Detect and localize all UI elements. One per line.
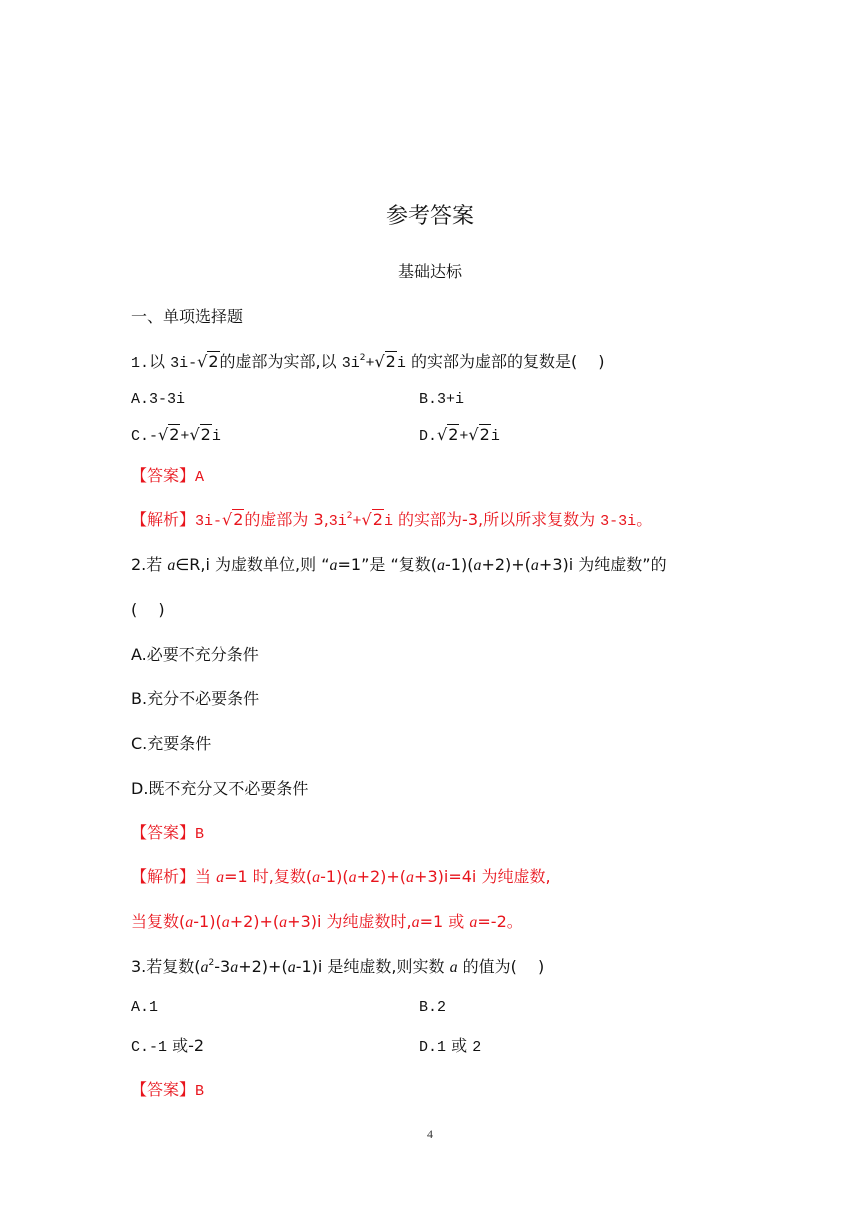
q2-option-a: A.必要不充分条件 bbox=[131, 645, 259, 664]
q3-option-c: C.-1 或-2 bbox=[131, 1036, 205, 1056]
q3-answer: 【答案】B bbox=[131, 1080, 205, 1100]
q2-option-d: D.既不充分又不必要条件 bbox=[131, 779, 309, 798]
q2-option-c: C.充要条件 bbox=[131, 734, 212, 753]
q1-option-c: C.-√2+√2i bbox=[131, 425, 221, 445]
q1-option-b: B.3+i bbox=[419, 391, 465, 408]
sqrt-2: √2 bbox=[374, 352, 396, 371]
q3-option-b: B.2 bbox=[419, 999, 447, 1016]
page-title: 参考答案 bbox=[385, 204, 474, 229]
q1-option-d: D.√2+√2i bbox=[419, 425, 500, 445]
q1-explanation: 【解析】3i-√2的虚部为 $3,3i^2+√2i$ 的实部为-3,所以所求复数为 3-3i。 bbox=[131, 510, 653, 530]
question-2: 2.若 a∈R,i 为虚数单位,则 “a=1”是 “复数(a-1)(a+2)+(a+3)i 为纯虚数”的 bbox=[131, 555, 667, 574]
q3-option-d: D.1 或 2 bbox=[419, 1036, 482, 1056]
section-heading: 一、单项选择题 bbox=[131, 307, 244, 326]
q2-explanation-line2: 当复数(a-1)(a+2)+(a+3)i 为纯虚数时,a=1 或 a=-2。 bbox=[131, 912, 523, 931]
page-subtitle: 基础达标 bbox=[397, 262, 462, 281]
q3-option-a: A.1 bbox=[131, 999, 159, 1016]
question-1: 1.以 3i-√2的虚部为实部,以 $3i^2+√2i$ 的实部为虚部的复数是( ) bbox=[131, 352, 605, 372]
question-3: 3.若复数$(a^2-3a+2)+(a-1)i$ 是纯虚数,则实数 a 的值为( ) bbox=[131, 957, 545, 976]
q2-option-b: B.充分不必要条件 bbox=[131, 689, 260, 708]
q2-explanation-line1: 【解析】当 a=1 时,复数(a-1)(a+2)+(a+3)i=4i 为纯虚数, bbox=[131, 867, 551, 886]
q1-option-a: A.3-3i bbox=[131, 391, 186, 408]
q2-answer: 【答案】B bbox=[131, 823, 205, 843]
q1-answer: 【答案】A bbox=[131, 466, 205, 486]
page-number: 4 bbox=[427, 1127, 433, 1141]
question-2-bracket: ( ) bbox=[131, 600, 165, 619]
sqrt-2: √2 bbox=[197, 352, 219, 371]
